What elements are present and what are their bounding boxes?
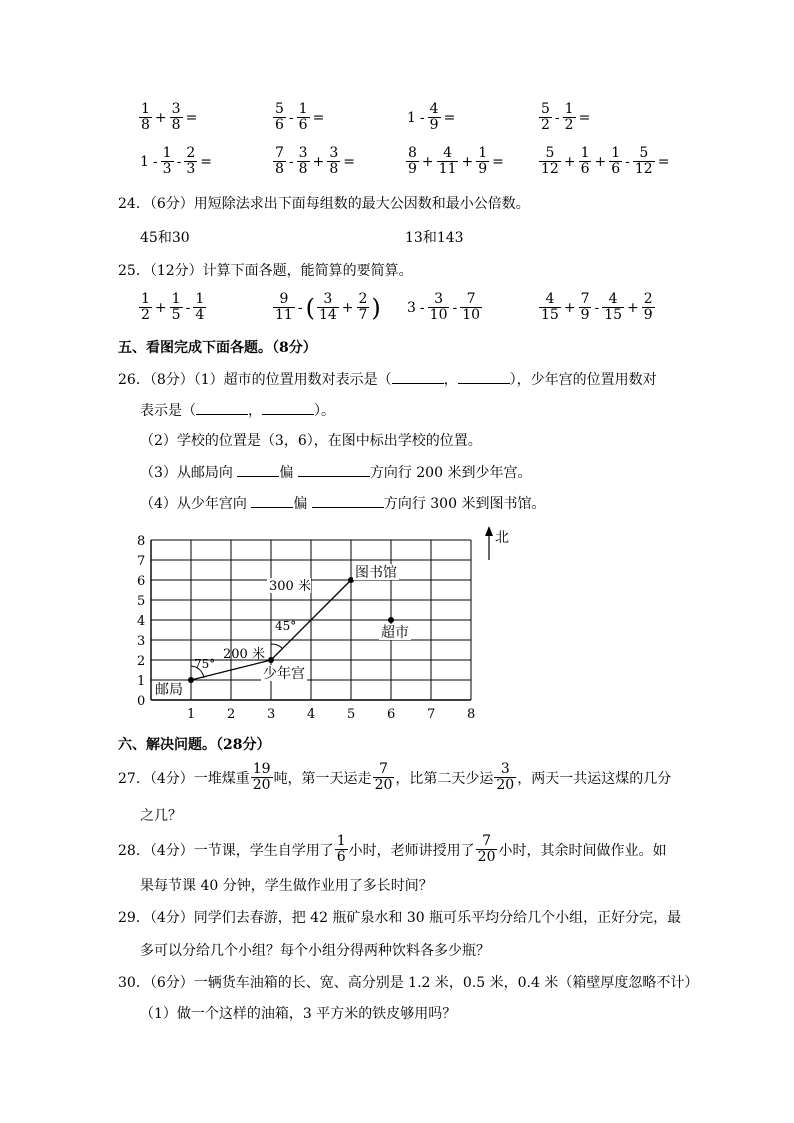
point-youth	[268, 657, 274, 663]
fraction	[357, 292, 370, 323]
fraction	[193, 292, 206, 323]
row2-expr-1	[138, 146, 214, 177]
north-arrowhead-icon	[485, 526, 493, 536]
y-tick-label: 8	[137, 534, 146, 549]
distance-200: 200 米	[223, 647, 265, 662]
fraction	[609, 146, 622, 177]
fraction-numerator: 1	[141, 101, 150, 117]
fraction-numerator: 8	[408, 145, 417, 161]
fraction-denominator: 11	[438, 161, 457, 177]
operator: -	[288, 153, 294, 170]
x-tick-label: 7	[427, 707, 436, 722]
q27-c: ，比第二天少运	[395, 770, 494, 787]
fraction-numerator: 2	[643, 291, 653, 307]
fraction	[273, 292, 295, 323]
fraction-numerator: 3	[171, 101, 181, 117]
fraction-numerator: 1	[580, 145, 590, 161]
y-tick-label: 4	[137, 614, 146, 629]
y-tick-label: 0	[137, 694, 146, 709]
fraction-numerator: 7	[275, 145, 284, 161]
fraction	[273, 146, 286, 177]
q26-blank-8[interactable]	[312, 493, 384, 508]
paren-left: (	[305, 293, 315, 322]
fraction-numerator: 7	[580, 291, 590, 307]
fraction	[184, 146, 197, 177]
operator: =	[200, 153, 212, 170]
fraction	[642, 292, 655, 323]
fraction-denominator: 7	[358, 307, 368, 323]
north-label: 北	[495, 530, 509, 546]
fraction-denominator: 2	[141, 307, 150, 323]
fraction-numerator: 5	[545, 145, 555, 161]
operator: +	[341, 299, 354, 316]
x-tick-label: 2	[227, 707, 236, 722]
q26-s4b: 偏	[293, 496, 308, 512]
row2-expr-2	[272, 146, 357, 177]
operator: -	[419, 109, 425, 126]
q25-text: 25．（12分）计算下面各题，能简算的要简算。	[118, 263, 413, 279]
q30-line2: （1）做一个这样的油箱，3 平方米的铁皮够用吗？	[140, 1006, 457, 1022]
fraction-denominator: 10	[462, 307, 481, 323]
fraction-numerator: 4	[608, 291, 618, 307]
fraction-numerator: 1	[162, 145, 172, 161]
place-supermarket: 超市	[381, 625, 409, 641]
q26-blank-7[interactable]	[251, 493, 293, 508]
fraction-numerator: 9	[279, 291, 289, 307]
fraction-denominator: 10	[429, 307, 448, 323]
q25-expr-2	[272, 292, 382, 323]
q26-line1	[118, 369, 657, 390]
fraction-numerator: 3	[323, 291, 333, 307]
operator: -	[419, 299, 425, 316]
fraction-denominator: 6	[275, 117, 284, 133]
angle-45-label: 45°	[275, 619, 297, 633]
paren-right: )	[371, 293, 381, 322]
fraction-denominator: 2	[541, 117, 550, 133]
operator: =	[578, 109, 591, 126]
fraction-denominator: 15	[541, 307, 559, 323]
fraction-denominator: 9	[478, 161, 488, 177]
q26-s3c: 方向行 200 米到少年宫。	[369, 465, 532, 481]
fraction-denominator: 2	[564, 117, 574, 133]
fraction	[273, 102, 286, 133]
q25-expr-1	[138, 292, 207, 323]
fraction-numerator: 1	[171, 291, 181, 307]
fraction	[161, 146, 174, 177]
row1-expr-4	[538, 102, 592, 133]
fraction-denominator: 6	[611, 161, 621, 177]
q27-d: ，两天一共运这煤的几分	[517, 770, 672, 787]
operator: +	[421, 153, 434, 170]
operator: +	[627, 299, 639, 316]
integer-term: 1	[407, 109, 416, 126]
q26-blank-4[interactable]	[262, 400, 314, 415]
row1-expr-1	[138, 102, 199, 133]
fraction-denominator: 6	[580, 161, 590, 177]
fraction	[476, 146, 489, 177]
operator: -	[176, 153, 182, 170]
fraction	[406, 146, 419, 177]
q28-line1	[118, 834, 666, 865]
q27-a: 27．（4分）一堆煤重	[118, 770, 250, 787]
q27-frac-1: $\frac{19}{20}$	[252, 761, 271, 793]
fraction-numerator: 7	[466, 291, 476, 307]
section6-heading: 六、解决问题。（28分）	[118, 737, 271, 753]
q28-a: 28．（4分）一节课，学生自学用了	[118, 842, 334, 859]
fraction-numerator: 1	[564, 101, 574, 117]
operator: -	[594, 299, 600, 316]
fraction-denominator: 15	[604, 307, 623, 323]
fraction-denominator: 9	[408, 161, 417, 177]
x-tick-label: 1	[187, 707, 196, 722]
fraction-numerator: 1	[611, 145, 621, 161]
fraction	[563, 102, 576, 133]
q26-line2	[140, 400, 335, 421]
fraction	[539, 292, 561, 323]
q27-frac-2: $\frac{7}{20}$	[374, 761, 393, 793]
q27-frac-3: $\frac{3}{20}$	[496, 761, 515, 793]
x-tick-label: 6	[387, 707, 396, 722]
fraction-numerator: 4	[443, 145, 453, 161]
operator: -	[625, 153, 630, 170]
y-tick-label: 6	[137, 574, 146, 589]
operator: -	[554, 109, 560, 126]
fraction	[327, 146, 340, 177]
distance-300: 300 米	[269, 579, 311, 594]
fraction-denominator: 8	[171, 117, 181, 133]
fraction-denominator: 9	[580, 307, 590, 323]
q26-blank-5[interactable]	[237, 462, 279, 477]
fraction-denominator: 8	[329, 161, 339, 177]
q26-sub3	[140, 462, 531, 483]
operator: +	[563, 153, 576, 170]
fraction	[139, 292, 152, 323]
q29-line1: 29．（4分）同学们去春游，把 42 瓶矿泉水和 30 瓶可乐平均分给几个小组，正好分完，最	[118, 910, 682, 926]
fraction	[437, 146, 459, 177]
fraction	[539, 102, 552, 133]
operator: +	[154, 299, 167, 316]
fraction-denominator: 12	[634, 161, 653, 177]
integer-term: 1	[140, 153, 149, 170]
operator: -	[288, 109, 294, 126]
fraction-denominator: 14	[318, 307, 337, 323]
operator: +	[154, 109, 167, 126]
q26-blank-1[interactable]	[392, 369, 444, 384]
fraction	[297, 146, 310, 177]
q26-s4a: （4）从少年宫向	[140, 496, 247, 512]
row2-expr-3	[405, 146, 506, 177]
fraction-numerator: 1	[478, 145, 488, 161]
q28-frac-2: $\frac{7}{20}$	[477, 833, 496, 865]
operator: -	[152, 153, 158, 170]
fraction-numerator: 4	[429, 101, 439, 117]
place-youth-palace: 少年宫	[263, 666, 305, 682]
q24-pair-b: 13和143	[405, 230, 464, 246]
fraction	[579, 146, 592, 177]
angle-arc-45	[271, 644, 282, 648]
q26-l1a: 26．（8分）（1）超市的位置用数对表示是（	[118, 372, 392, 388]
operator: -	[297, 299, 303, 316]
fraction-numerator: 3	[434, 291, 444, 307]
y-tick-label: 7	[137, 554, 146, 569]
row1-expr-2	[272, 102, 326, 133]
row1-expr-3	[405, 102, 457, 133]
fraction	[460, 292, 482, 323]
fraction	[602, 292, 624, 323]
fraction-numerator: 1	[298, 101, 308, 117]
operator: =	[343, 153, 355, 170]
fraction-numerator: 3	[298, 145, 308, 161]
section5-heading: 五、看图完成下面各题。（8分）	[118, 340, 317, 356]
q26-comma-1: ，	[443, 372, 458, 388]
operator: =	[312, 109, 325, 126]
fraction-denominator: 6	[298, 117, 308, 133]
x-tick-label: 4	[307, 707, 316, 722]
place-post-office: 邮局	[155, 682, 183, 698]
fraction	[297, 102, 310, 133]
operator: +	[312, 153, 325, 170]
q26-sub2: （2）学校的位置是（3，6），在图中标出学校的位置。	[140, 433, 482, 449]
q26-l1b: ），少年宫的位置用数对	[509, 372, 657, 388]
q26-blank-2[interactable]	[458, 369, 510, 384]
operator: +	[594, 153, 607, 170]
fraction-numerator: 1	[195, 291, 205, 307]
x-tick-label: 3	[267, 707, 276, 722]
fraction-denominator: 11	[275, 307, 293, 323]
fraction-denominator: 3	[162, 161, 172, 177]
angle-75-label: 75°	[194, 657, 216, 671]
q26-blank-3[interactable]	[196, 400, 248, 415]
point-market	[388, 617, 394, 623]
operator: =	[657, 153, 670, 170]
q26-l2b: ）。	[314, 403, 335, 419]
fraction-denominator: 9	[643, 307, 653, 323]
fraction-numerator: 4	[545, 291, 555, 307]
place-library: 图书馆	[355, 565, 397, 581]
fraction	[633, 146, 655, 177]
q25-expr-4	[538, 292, 656, 323]
q27-line2: 之几？	[140, 808, 182, 824]
y-tick-label: 3	[137, 634, 146, 649]
q26-blank-6[interactable]	[298, 462, 370, 477]
q26-s3b: 偏	[279, 465, 294, 481]
fraction-denominator: 8	[298, 161, 308, 177]
operator: -	[185, 299, 191, 316]
point-post	[188, 677, 194, 683]
q30-line1: 30．（6分）一辆货车油箱的长、宽、高分别是 1.2 米，0.5 米，0.4 米（箱壁厚度忽略不计）	[118, 975, 699, 991]
q27-b: 吨，第一天运走	[273, 770, 372, 787]
fraction-numerator: 5	[639, 145, 649, 161]
q29-line2: 多可以分给几个小组？每个小组分得两种饮料各多少瓶？	[140, 943, 490, 959]
q26-s3a: （3）从邮局向	[140, 465, 233, 481]
fraction-numerator: 1	[141, 291, 150, 307]
map-grid	[151, 526, 509, 700]
operator: =	[185, 109, 198, 126]
fraction	[428, 292, 450, 323]
fraction-denominator: 9	[429, 117, 439, 133]
fraction-denominator: 12	[541, 161, 559, 177]
fraction-denominator: 8	[141, 117, 150, 133]
fraction-denominator: 3	[186, 161, 196, 177]
q26-s4c: 方向行 300 米到图书馆。	[383, 496, 546, 512]
operator: =	[492, 153, 504, 170]
fraction-numerator: 5	[275, 101, 284, 117]
x-tick-label: 5	[347, 707, 356, 722]
operator: =	[443, 109, 456, 126]
fraction	[139, 102, 152, 133]
fraction-numerator: 2	[186, 145, 196, 161]
fraction-numerator: 2	[358, 291, 368, 307]
q28-b: 小时，老师讲授用了	[348, 842, 475, 859]
q28-frac-1: $\frac{1}{6}$	[336, 833, 346, 865]
fraction	[170, 102, 183, 133]
operator: +	[461, 153, 474, 170]
fraction-numerator: 5	[541, 101, 550, 117]
fraction	[428, 102, 441, 133]
q28-c: 小时，其余时间做作业。如	[498, 842, 667, 859]
map-ticks	[137, 534, 475, 722]
operator: +	[563, 299, 576, 316]
fraction-denominator: 8	[275, 161, 284, 177]
fraction-numerator: 3	[329, 145, 339, 161]
fraction-denominator: 4	[195, 307, 205, 323]
fraction-denominator: 5	[171, 307, 181, 323]
fraction	[170, 292, 183, 323]
y-tick-label: 1	[137, 674, 146, 689]
q26-comma-2: ，	[248, 403, 262, 419]
map-figure	[125, 522, 515, 722]
row2-expr-4	[538, 146, 671, 177]
q26-sub4	[140, 493, 545, 514]
x-tick-label: 8	[467, 707, 476, 722]
y-tick-label: 2	[137, 654, 146, 669]
fraction	[539, 146, 561, 177]
q26-l2a: 表示是（	[140, 403, 196, 419]
q27-line1	[118, 762, 671, 793]
q28-line2: 果每节课 40 分钟，学生做作业用了多长时间？	[140, 878, 433, 894]
q24-pair-a: 45和30	[140, 230, 190, 246]
q25-expr-3	[405, 292, 483, 323]
integer-term: 3	[407, 299, 416, 316]
operator: -	[452, 299, 458, 316]
fraction	[579, 292, 592, 323]
y-tick-label: 5	[137, 594, 146, 609]
q24-text: 24．（6分）用短除法求出下面每组数的最大公因数和最小公倍数。	[118, 196, 530, 212]
fraction	[317, 292, 339, 323]
